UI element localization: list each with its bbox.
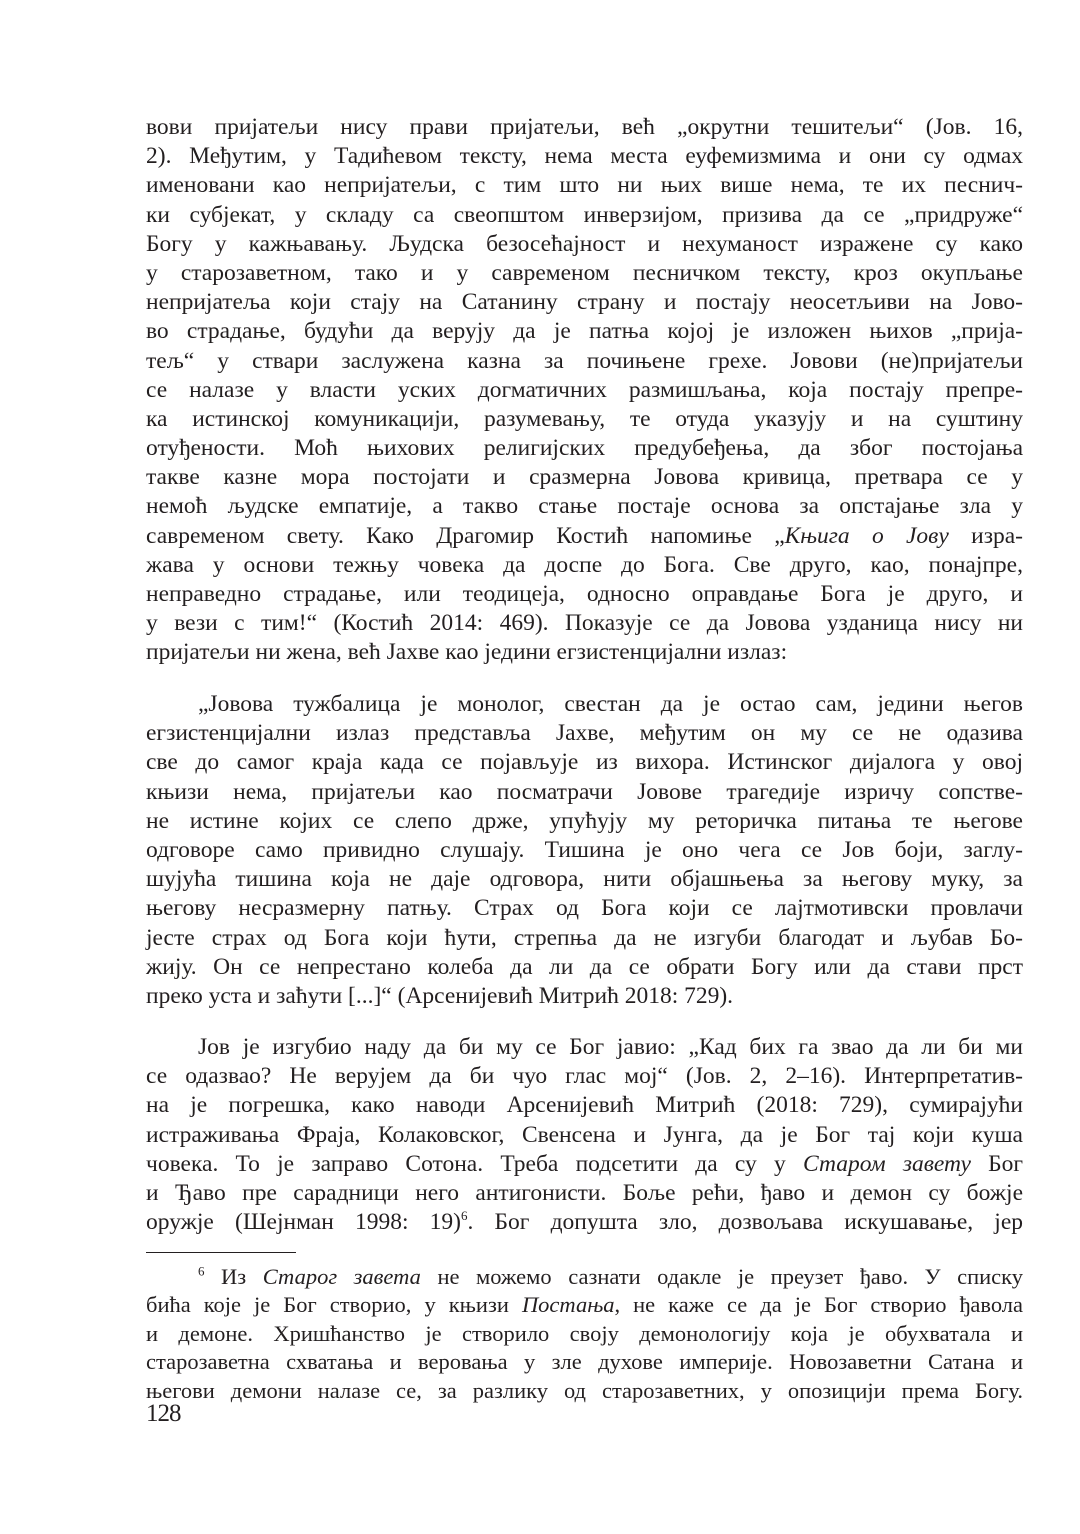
text-line bbox=[146, 1033, 1023, 1062]
text-line bbox=[146, 690, 1023, 719]
text-line bbox=[146, 638, 1023, 667]
text-run: непријатеља који стају на Сатанину страну и постају неосетљиви на Јово- bbox=[146, 289, 1023, 316]
text-run: човека. То је заправо Сотона. Треба подсетити да су у bbox=[146, 1150, 803, 1177]
text-line bbox=[146, 1179, 1023, 1208]
text-run: бића које је Бог створио, у књизи bbox=[146, 1292, 522, 1318]
text-line bbox=[146, 551, 1023, 580]
italic-title: Старом завету bbox=[802, 1150, 971, 1177]
text-line bbox=[146, 1320, 1023, 1348]
page-number: 128 bbox=[146, 1400, 181, 1427]
text-run: вови пријатељи нису прави пријатељи, већ „окрутни тешитељи“ (Јов. 16, bbox=[146, 114, 1023, 140]
text-run: све до самог краја када се појављује из вихора. Истинског дијалога у овој bbox=[146, 749, 1023, 776]
text-line bbox=[146, 113, 1023, 142]
text-line bbox=[146, 748, 1023, 777]
text-run: на је погрешка, како наводи Арсенијевић Митрић (2018: 729), сумирајући bbox=[146, 1092, 1023, 1119]
text-line bbox=[146, 1348, 1023, 1376]
text-line bbox=[146, 1062, 1023, 1091]
text-line bbox=[146, 1291, 1023, 1319]
text-line bbox=[146, 953, 1023, 982]
text-line bbox=[146, 434, 1023, 463]
footnote-marker: 6 bbox=[460, 1208, 468, 1224]
text-run: се налазе у власти уских догматичних размишљања, која постају препре- bbox=[146, 376, 1023, 403]
text-line bbox=[146, 522, 1023, 551]
text-line bbox=[146, 778, 1023, 807]
text-run: истраживања Фраја, Колаковског, Свенсена и Јунга, да је Бог тај који куша bbox=[146, 1121, 1023, 1148]
text-run: егзистенцијални излаз представља Јахве, међутим он му се не одазива bbox=[146, 720, 1023, 747]
text-line bbox=[146, 1377, 1023, 1405]
text-line bbox=[146, 1263, 1023, 1291]
text-run: 2). Међутим, у Тадићевом тексту, нема места еуфемизмима и они су одмах bbox=[146, 143, 1023, 170]
text-run: во страдање, будући да верују да је патња којој је изложен њихов „прија- bbox=[146, 318, 1023, 345]
text-run: Бог bbox=[970, 1150, 1023, 1177]
text-line bbox=[146, 982, 1023, 1011]
text-run: јесте страх од Бога који ћути, стрепња да не изгуби благодат и љубав Бо- bbox=[146, 924, 1023, 951]
text-run: , не каже се да је Бог створио ђавола bbox=[614, 1292, 1024, 1318]
text-line bbox=[146, 259, 1023, 288]
text-run: жију. Он се непрестано колеба да ли да се обрати Богу или да стави прст bbox=[146, 953, 1023, 980]
text-run: пријатељи ни жена, већ Јахве као једини егзистенцијални излаз: bbox=[146, 639, 788, 666]
body-paragraph-1 bbox=[146, 113, 1023, 668]
text-line bbox=[146, 142, 1023, 171]
text-run: његови демони налазе се, за разлику од старозаветних, у опозицији према Богу. bbox=[146, 1377, 1023, 1403]
text-run: и демоне. Хришћанство је створило своју демонологију која је обухватала и bbox=[146, 1320, 1023, 1346]
italic-title: Старог завета bbox=[262, 1264, 421, 1289]
text-line bbox=[146, 492, 1023, 521]
text-line bbox=[146, 580, 1023, 609]
text-run: савременом свету. Како Драгомир Костић напомиње „ bbox=[146, 522, 785, 549]
text-run: отуђености. Моћ њихових религијских предубеђења, да због постојања bbox=[146, 435, 1023, 462]
text-run: такве казне мора постојати и сразмерна Јовова кривица, претвара се у bbox=[146, 464, 1023, 491]
text-line bbox=[146, 1150, 1023, 1179]
text-line bbox=[146, 894, 1023, 923]
text-run: Јов је изгубио наду да би му се Бог јавио: „Кад бих га звао да ли би ми bbox=[198, 1034, 1023, 1060]
text-run: његову несразмерну патњу. Страх од Бога који се лајтмотивски провлачи bbox=[146, 895, 1023, 922]
text-run: Богу у кажњавању. Људска безосећајност и нехуманост изражене су како bbox=[146, 230, 1023, 257]
footnote-6 bbox=[146, 1263, 1023, 1405]
text-line bbox=[146, 1121, 1023, 1150]
text-run: не можемо сазнати одакле је преузет ђаво. У списку bbox=[420, 1264, 1024, 1289]
text-line bbox=[146, 807, 1023, 836]
text-run: старозаветна схватања и веровања у зле духове империје. Новозаветни Сатана и bbox=[146, 1349, 1023, 1375]
text-line bbox=[146, 230, 1023, 259]
text-line bbox=[146, 1208, 1023, 1237]
text-line bbox=[146, 836, 1023, 865]
text-run: у старозаветном, тако и у савременом песничком тексту, кроз окупљање bbox=[146, 259, 1023, 286]
text-line bbox=[146, 376, 1023, 405]
italic-title: Постања bbox=[521, 1292, 615, 1318]
text-run: неправедно страдање, или теодицеја, односно оправдање Бога је друго, и bbox=[146, 581, 1023, 607]
text-line bbox=[146, 201, 1023, 230]
text-line bbox=[146, 463, 1023, 492]
text-run: не истине којих се слепо држе, упућују му реторичка питања те његове bbox=[146, 807, 1023, 834]
text-run: „Јовова тужбалица је монолог, свестан да је остао сам, једини његов bbox=[198, 691, 1023, 717]
text-run: ки субјекат, у складу са свеопштом инверзијом, призива да се „придруже“ bbox=[146, 201, 1023, 228]
text-line bbox=[146, 171, 1023, 200]
text-run: у вези с тим!“ (Костић 2014: 469). Показује се да Јовова узданица нису ни bbox=[146, 610, 1023, 637]
text-run: именовани као непријатељи, с тим што ни њих више нема, те их песнич- bbox=[146, 172, 1023, 199]
text-line bbox=[146, 719, 1023, 748]
footnote-separator bbox=[146, 1252, 296, 1253]
text-run: . Бог допушта зло, дозвољава искушавање, јер bbox=[467, 1209, 1024, 1236]
footnote-marker: 6 bbox=[198, 1263, 205, 1279]
text-run: књизи нема, пријатељи као посматрачи Јовове трагедије изричу сопстве- bbox=[146, 778, 1023, 805]
text-run: изра- bbox=[948, 522, 1023, 549]
text-line bbox=[146, 288, 1023, 317]
text-run: преко уста и заћути [...]“ (Арсенијевић Митрић 2018: 729). bbox=[146, 982, 734, 1009]
text-run: одговоре само привидно слушају. Тишина је оно чега се Јов боји, заглу- bbox=[146, 836, 1023, 863]
text-run: шујућа тишина која не даје одговора, нити објашњења за његову муку, за bbox=[146, 866, 1023, 893]
text-run: и Ђаво пре сарадници него антигонисти. Боље рећи, ђаво и демон су божје bbox=[146, 1179, 1023, 1206]
text-line bbox=[146, 1091, 1023, 1120]
text-line bbox=[146, 317, 1023, 346]
text-run: се одазвао? Не верујем да би чуо глас мој“ (Јов. 2, 2–16). Интерпретатив- bbox=[146, 1063, 1023, 1090]
text-run: немоћ људске емпатије, а такво стање постаје основа за опстајање зла у bbox=[146, 493, 1023, 520]
text-line bbox=[146, 924, 1023, 953]
text-line bbox=[146, 609, 1023, 638]
text-run: оружје (Шејнман 1998: 19) bbox=[146, 1209, 461, 1236]
text-line bbox=[146, 865, 1023, 894]
text-run: Из bbox=[204, 1264, 263, 1289]
text-line bbox=[146, 405, 1023, 434]
block-quote bbox=[146, 690, 1023, 1011]
text-run: тељ“ у ствари заслужена казна за почињене грехе. Јовови (не)пријатељи bbox=[146, 347, 1023, 374]
italic-title: Књига о Јову bbox=[784, 522, 949, 549]
text-line bbox=[146, 347, 1023, 376]
text-run: ка истинској комуникацији, разумевању, те отуда указују и на суштину bbox=[146, 405, 1023, 432]
body-paragraph-2 bbox=[146, 1033, 1023, 1237]
text-run: жава у основи тежњу човека да доспе до Бога. Све друго, као, понајпре, bbox=[146, 551, 1023, 578]
